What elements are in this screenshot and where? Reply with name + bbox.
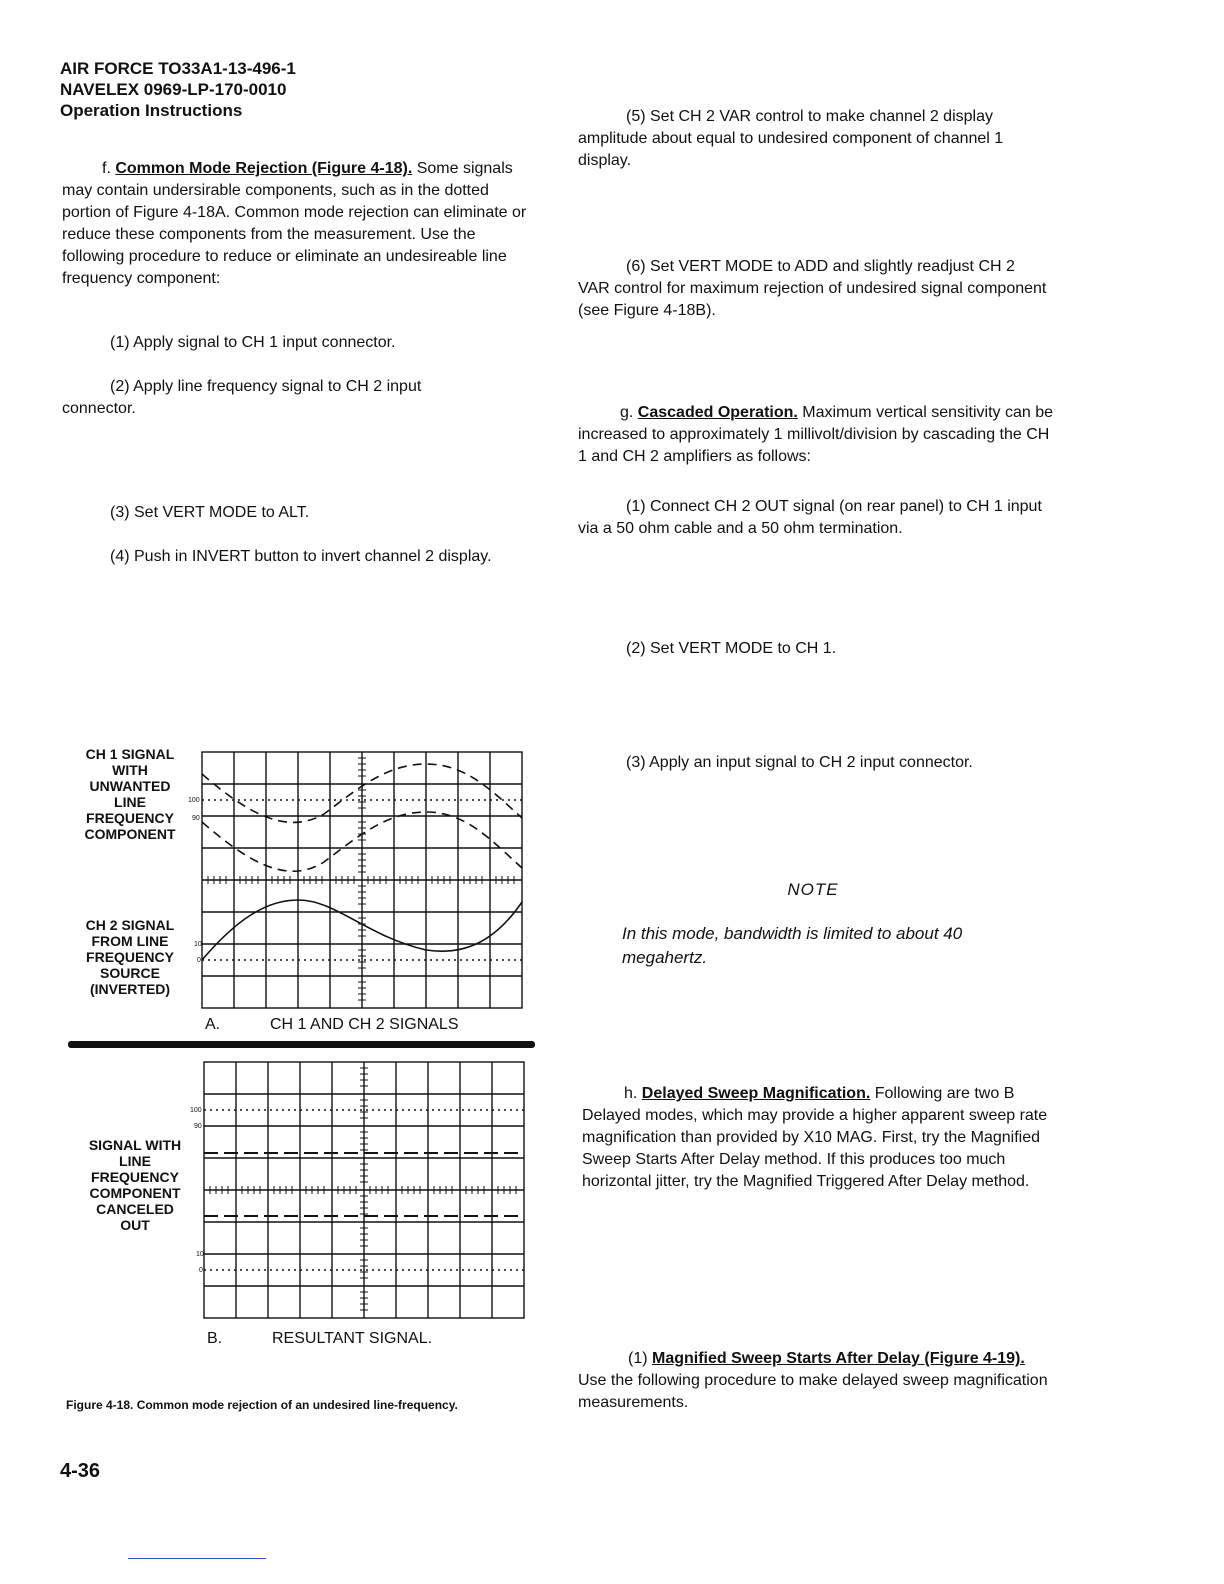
- tick-100: 100: [188, 797, 200, 804]
- page-number: 4-36: [60, 1460, 101, 1482]
- caption-b-letter: B.: [207, 1330, 223, 1347]
- step-2: (2) Apply line frequency signal to CH 2 input connector.: [62, 378, 422, 417]
- heading-cascaded-operation: Cascaded Operation.: [637, 404, 798, 421]
- tick-0: 0: [197, 957, 201, 964]
- step-5: (5) Set CH 2 VAR control to make channel 2 display amplitude about equal to undesired component of channel 1 display.: [578, 108, 1004, 169]
- paragraph-f: f. Common Mode Rejection (Figure 4-18). Some signals may contain undersirable components, such as in the dotted portion of Figure 4-18A. Common mode rejection can eliminate or reduce these components from the measurement. Use the following procedure to reduce or eliminate an undesireable line frequency component:: [62, 160, 527, 287]
- figure-divider: [68, 1041, 535, 1048]
- note-text: In this mode, bandwidth is limited to about 40 megahertz.: [622, 924, 963, 967]
- paragraph-g: g. Cascaded Operation. Maximum vertical sensitivity can be increased to approximately 1 millivolt/division by cascading the CH 1 and CH 2 amplifiers as follows:: [578, 404, 1054, 465]
- note-heading: NOTE: [787, 880, 839, 899]
- header-air-force: AIR FORCE TO33A1-13-496-1: [60, 59, 296, 78]
- caption-b: RESULTANT SIGNAL.: [272, 1330, 433, 1347]
- step-6: (6) Set VERT MODE to ADD and slightly readjust CH 2 VAR control for maximum rejection of undesired signal component (see Figure 4-18B).: [578, 258, 1047, 319]
- heading-magnified-sweep: Magnified Sweep Starts After Delay (Figure 4-19).: [652, 1350, 1025, 1367]
- paragraph-h1: (1) Magnified Sweep Starts After Delay (Figure 4-19). Use the following procedure to make delayed sweep magnification measurements.: [578, 1350, 1048, 1411]
- step-1: (1) Apply signal to CH 1 input connector.: [110, 334, 396, 351]
- cascade-step-3: (3) Apply an input signal to CH 2 input connector.: [626, 754, 973, 771]
- header-section: Operation Instructions: [60, 101, 243, 120]
- paragraph-h: h. Delayed Sweep Magnification. Following are two B Delayed modes, which may provide a higher apparent sweep rate magnification than provided by X10 MAG. First, try the Magnified Sweep Starts After Delay method. If this produces too much horizontal jitter, try the Magnified Triggered After Delay method.: [582, 1085, 1048, 1190]
- label-ch2-signal: CH 2 SIGNAL FROM LINE FREQUENCY SOURCE (INVERTED): [85, 917, 175, 997]
- tick-b-100: 100: [190, 1107, 202, 1114]
- footer-rule: [128, 1558, 266, 1559]
- tick-90: 90: [192, 815, 200, 822]
- label-resultant: SIGNAL WITH LINE FREQUENCY COMPONENT CANCELED OUT: [88, 1137, 182, 1233]
- caption-a-letter: A.: [205, 1016, 221, 1033]
- header-navelex: NAVELEX 0969-LP-170-0010: [60, 80, 287, 99]
- tick-b-90: 90: [194, 1123, 202, 1130]
- step-4: (4) Push in INVERT button to invert channel 2 display.: [110, 548, 492, 565]
- heading-delayed-sweep: Delayed Sweep Magnification.: [641, 1085, 871, 1102]
- figure-b-graticule: [186, 1060, 526, 1322]
- step-3: (3) Set VERT MODE to ALT.: [110, 504, 310, 521]
- heading-common-mode-rejection: Common Mode Rejection (Figure 4-18).: [115, 160, 413, 177]
- tick-10: 10: [194, 941, 202, 948]
- cascade-step-1: (1) Connect CH 2 OUT signal (on rear panel) to CH 1 input via a 50 ohm cable and a 50 ohm termination.: [578, 498, 1042, 537]
- caption-a: CH 1 AND CH 2 SIGNALS: [270, 1016, 459, 1033]
- figure-caption: Figure 4-18. Common mode rejection of an undesired line-frequency.: [66, 1398, 458, 1412]
- tick-b-10: 10: [196, 1251, 204, 1258]
- tick-b-0: 0: [199, 1267, 203, 1274]
- cascade-step-2: (2) Set VERT MODE to CH 1.: [626, 640, 837, 657]
- label-ch1-signal: CH 1 SIGNAL WITH UNWANTED LINE FREQUENCY COMPONENT: [84, 746, 176, 842]
- document-header: [60, 58, 296, 121]
- figure-a-graticule: [186, 750, 526, 1012]
